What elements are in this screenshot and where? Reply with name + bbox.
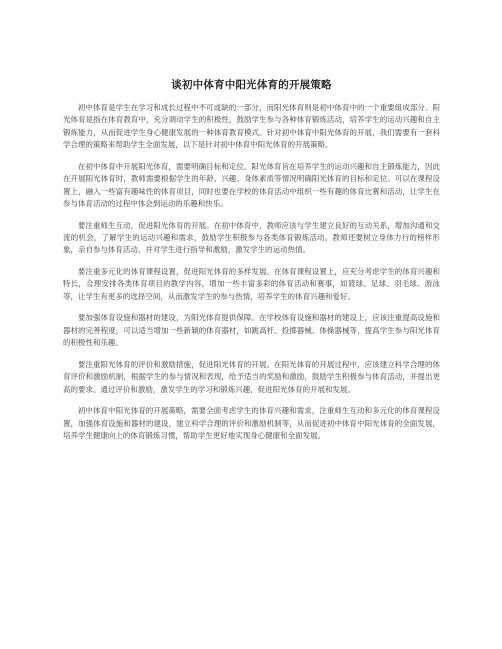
paragraph-5: 要加强体育设施和器材的建设，为阳光体育提供保障。在学校体育设施和器材的建设上，应该注重提高设施和器材的完善程度，可以适当增加一些新颖的体育器材，如跳高杆、投掷器械、体操器械等，提高学生参与阳光体育的积极性和乐趣。 (63, 313, 440, 348)
paragraph-7: 初中体育中阳光体育的开展策略，需要全面考虑学生的体育兴趣和需求，注重师生互动和多元化的体育课程设置，加强体育设施和器材的建设，建立科学合理的评价和激励机制等，从而促进初中体育中阳光体育的全面发展，培养学生健康向上的体育锻炼习惯，帮助学生更好地实现身心健康和全面发展。 (63, 406, 440, 441)
paragraph-1: 初中体育是学生在学习和成长过程中不可或缺的一部分，而阳光体育则是初中体育中的一个重要组成部分。阳光体育是指在体育教育中，充分调动学生的积极性，鼓励学生参与各种体育锻炼活动，培养学生的运动兴趣和自主锻炼能力，从而促进学生身心健康发展的一种体育教育模式。针对初中体育中阳光体育的开展，我们需要有一套科学合理的策略来帮助学生全面发展，以下是针对初中体育中阳光体育的开展策略。 (63, 103, 440, 150)
paragraph-4: 要注重多元化的体育课程设置，促进阳光体育的多样发展。在体育课程设置上，应充分考虑学生的体育兴趣和特长，合理安排各类体育项目的教学内容，增加一些丰富多彩的体育活动和赛事，如篮球、足球、羽毛球、游泳等，让学生有更多的选择空间，从而激发学生的参与热情，培养学生的体育兴趣和爱好。 (63, 267, 440, 301)
paragraph-3: 要注重师生互动，促进阳光体育的开展。在初中体育中，教师应该与学生建立良好的互动关系，增加沟通和交流的机会，了解学生的运动兴趣和需求，鼓励学生积极参与各类体育锻炼活动。教师还要树立身体力行的榜样形象，亲自参与体育活动，并对学生进行指导和激励，激发学生的运动热情。 (63, 220, 440, 255)
document-title: 谈初中体育中阳光体育的开展策略 (171, 79, 332, 91)
paragraph-2: 在初中体育中开展阳光体育，需要明确目标和定位。阳光体育旨在培养学生的运动兴趣和自主锻炼能力，因此在开展阳光体育时，教师需要根据学生的年龄、兴趣、身体素质等情况明确阳光体育的目标和定位。可以在课程设置上，融入一些富有趣味性的体育项目，同时也要在学校的体育活动中组织一些有趣的体育比赛和活动，让学生在参与体育活动的过程中体会到运动的乐趣和快乐。 (63, 161, 440, 209)
paragraph-6: 要注重阳光体育的评价和激励措施，促进阳光体育的开展。在阳光体育的开展过程中，应该建立科学合理的体育评价和激励机制，根据学生的参与情况和表现，给予适当的奖励和激励，鼓励学生积极参与体育活动，并提出更高的要求。通过评价和激励，激发学生的学习和锻炼兴趣，促进阳光体育的开展和发展。 (63, 359, 440, 394)
